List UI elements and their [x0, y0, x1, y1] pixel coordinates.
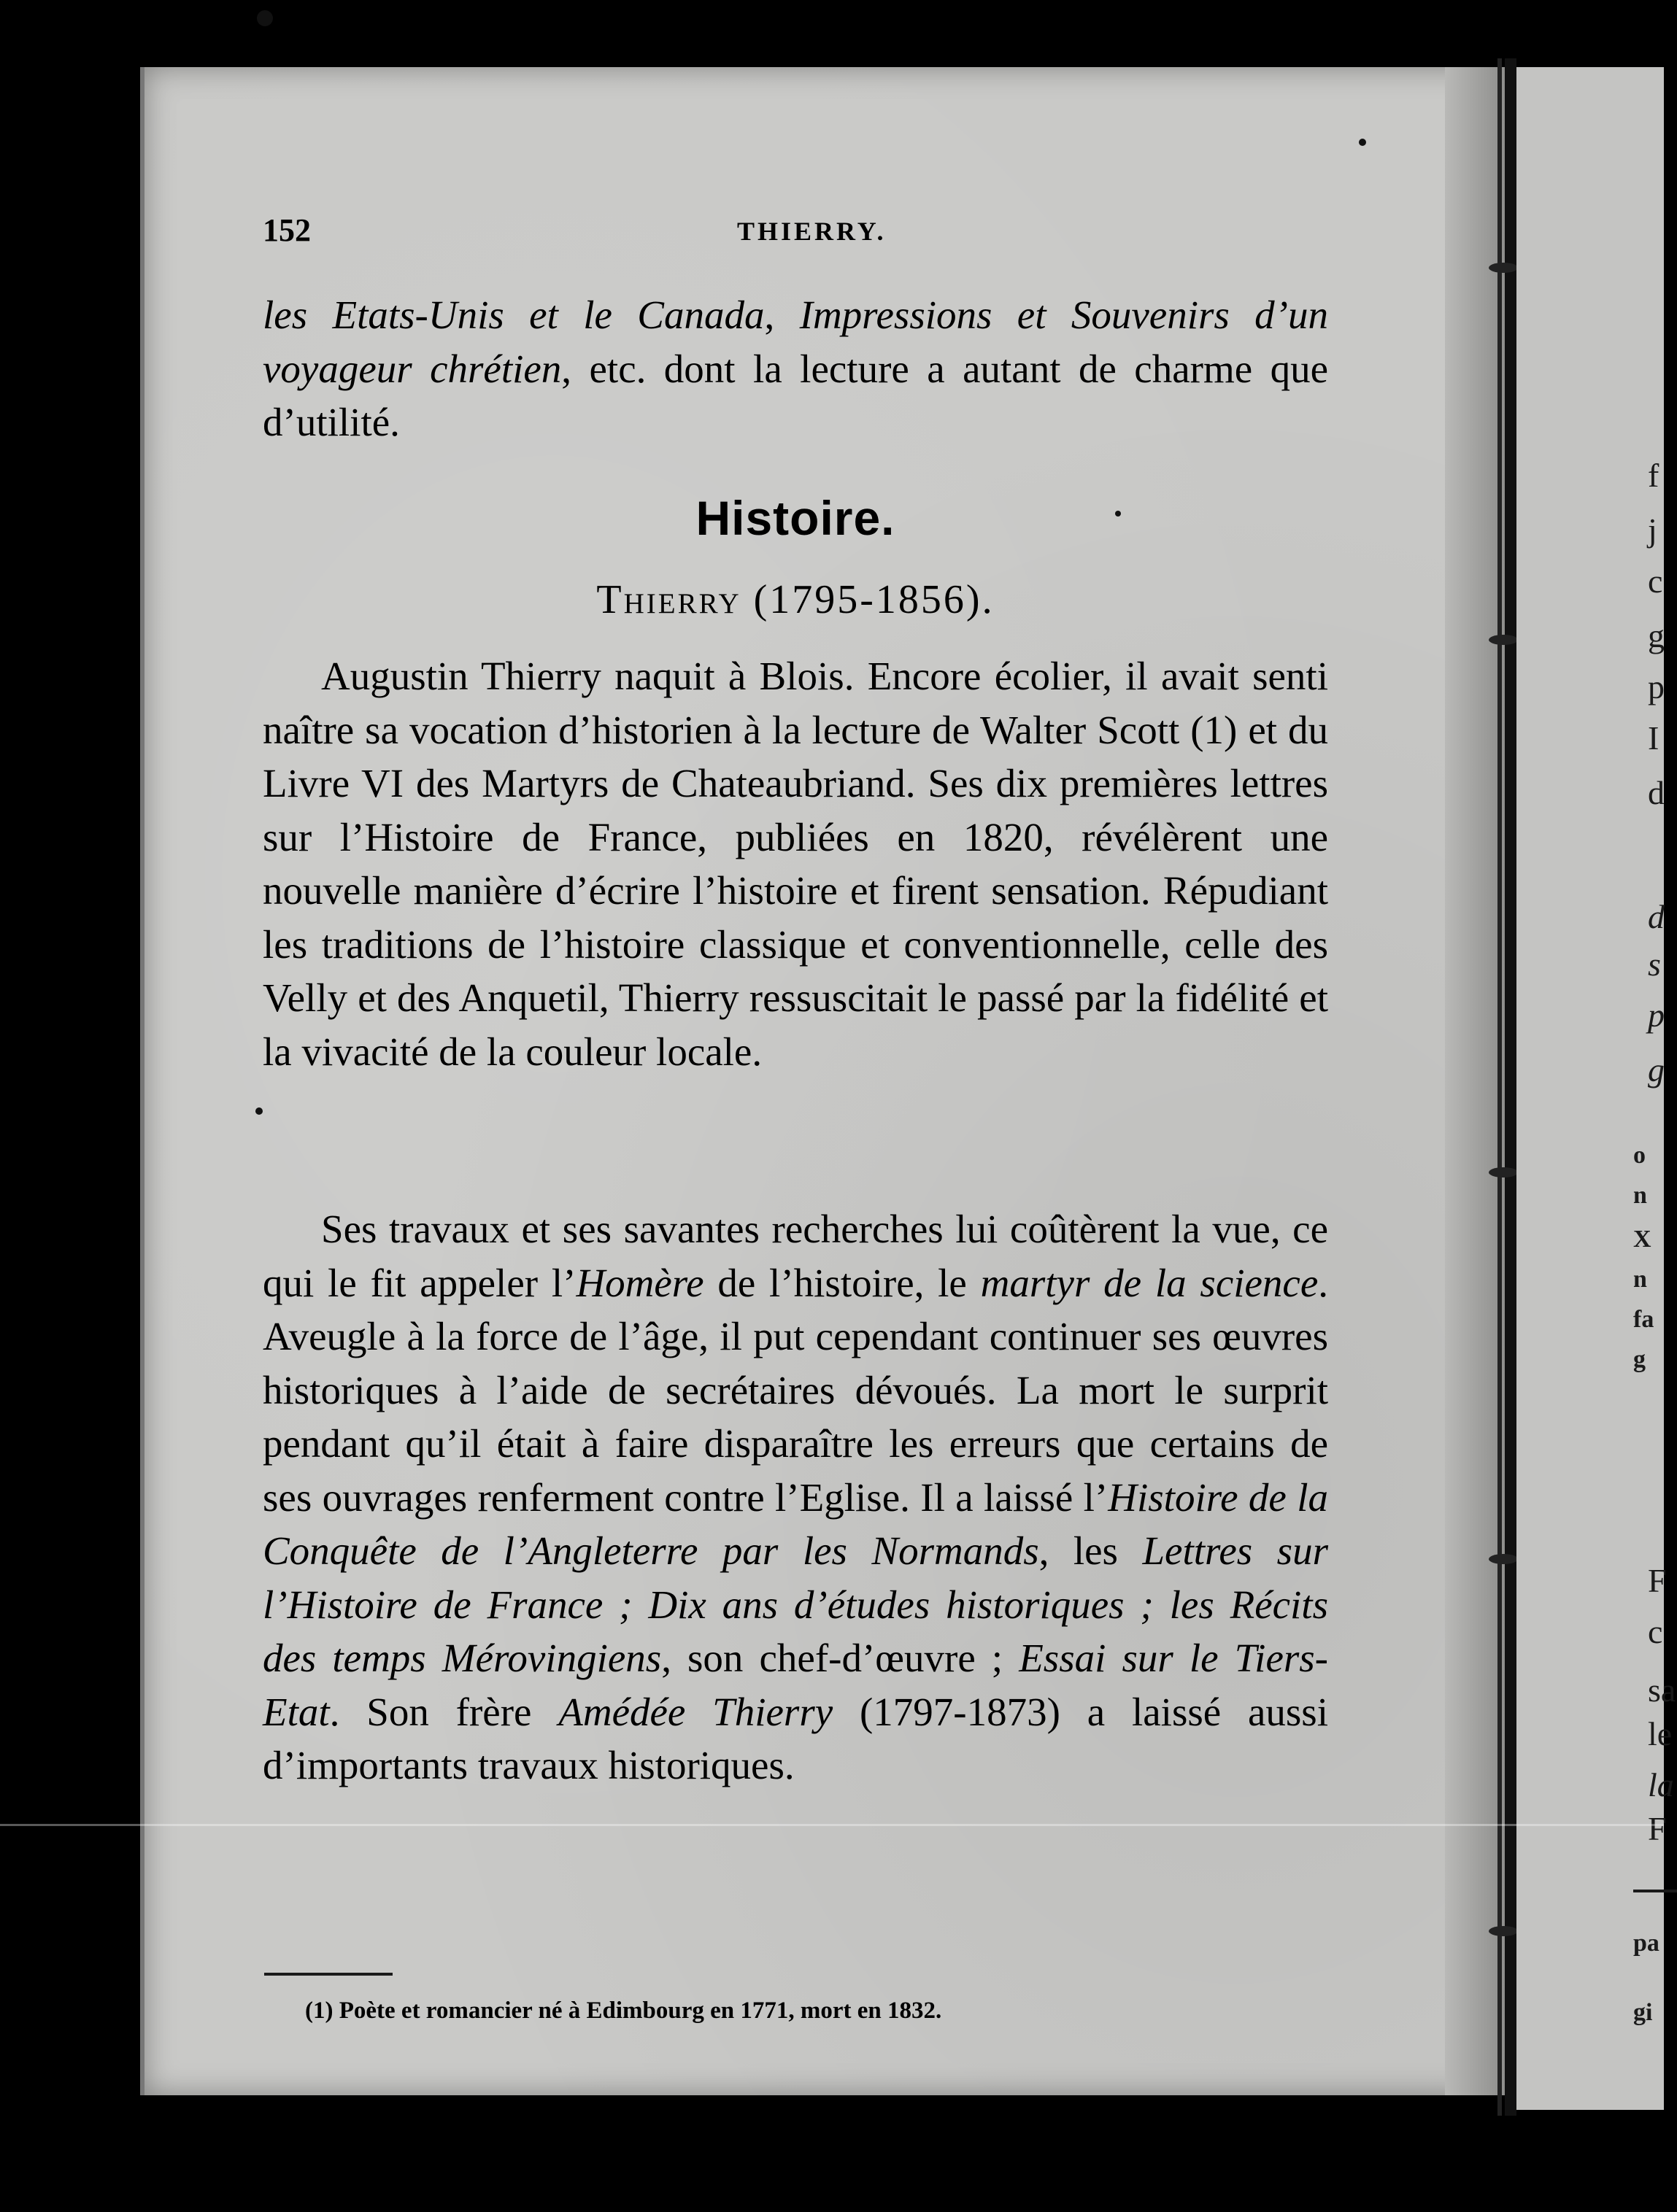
adjacent-page-letter: g [1633, 1346, 1646, 1373]
text-run: , les [1038, 1528, 1143, 1573]
italic-title: Essai sur le Tiers-Etat [263, 1636, 1328, 1734]
adjacent-page-letter: n [1633, 1266, 1647, 1293]
text-run: Ses travaux et ses savantes recherches lui coûtèrent la vue, ce qui le fit appeler l’ [263, 1207, 1328, 1305]
body-paragraph-2 [263, 1202, 1328, 1793]
adjacent-page-letter: j [1648, 511, 1657, 549]
adjacent-page-letter: X [1633, 1226, 1651, 1253]
adjacent-page-letter: F [1648, 1562, 1667, 1599]
italic-title: martyr de la science [980, 1260, 1319, 1305]
text-run: . Son frère [329, 1689, 559, 1734]
adjacent-page-letter: sa [1648, 1671, 1676, 1709]
text-run: . Aveugle à la force de l’âge, il put cependant continuer ses œuvres historiques à l’aide de secrétaires dévoués. La mort le surprit pendant qu’il était à faire disparaître les erreurs que certains de ses ouvrages renferment contre l’Eglise. Il a laissé l’ [263, 1260, 1328, 1520]
text-run: de l’histoire, le [703, 1260, 981, 1305]
scan-speck [1115, 511, 1121, 517]
scan-speck [1359, 139, 1366, 146]
adjacent-page-letter: gi [1633, 1999, 1653, 2026]
adjacent-page-letter: g [1648, 617, 1665, 654]
text-run: , etc. dont la lecture a autant de charme que d’utilité. [263, 346, 1329, 444]
adjacent-page-letter: p [1648, 668, 1665, 705]
page-edge-shadow [1445, 67, 1505, 2095]
intro-paragraph [263, 288, 1328, 449]
binding-stitch [1489, 1554, 1518, 1564]
binding-stitch [1489, 635, 1518, 645]
adjacent-page-letter: c [1648, 1613, 1663, 1650]
footnote-rule [264, 1973, 393, 1976]
italic-title: Amédée Thierry [558, 1689, 833, 1734]
body-paragraph-1 [263, 649, 1328, 1078]
adjacent-page-letter: o [1633, 1142, 1646, 1169]
section-subtitle: Thierry (1795-1856). [596, 577, 995, 622]
paragraph-1-text [263, 649, 1328, 1078]
binding-line [1497, 58, 1502, 2116]
binding-stitch [1489, 1167, 1518, 1177]
adjacent-page-letter: I [1648, 719, 1659, 757]
italic-title: Impressions et Souvenirs d’un voyageur chrétien [263, 293, 1328, 391]
running-header [263, 212, 1328, 255]
adjacent-page-letter: f [1648, 457, 1659, 494]
binding-stitch [1489, 263, 1518, 273]
adjacent-page-letter: s [1648, 945, 1661, 983]
scan-speck [255, 1107, 263, 1115]
intro-text [263, 288, 1328, 449]
text-run: Augustin Thierry naquit à Blois. Encore écolier, il avait senti naître sa vocation d’historien à la lecture de Walter Scott (1) et du Livre VI des Martyrs de Chateaubriand. Ses dix premières lettres sur l’Histoire de France, publiées en 1820, révélèrent une nouvelle manière d’écrire l’histoire et firent sensation. Répudiant les traditions de l’histoire classique et conventionnelle, celle des Velly et des Anquetil, Thierry ressuscitait le passé par la fidélité et la vivacité de la couleur locale. [263, 654, 1328, 1074]
adjacent-page-rule [1633, 1890, 1677, 1892]
page-number: 152 [263, 212, 311, 248]
italic-title: Homère [576, 1260, 704, 1305]
adjacent-page-letter: F [1648, 1810, 1667, 1847]
text-run: , son chef-d’œuvre ; [661, 1636, 1019, 1680]
adjacent-page-letter: la [1648, 1766, 1674, 1803]
paragraph-2-text [263, 1202, 1328, 1793]
adjacent-page-letter: pa [1633, 1930, 1659, 1957]
adjacent-page-fragment [1516, 67, 1676, 2110]
adjacent-page-letter: p [1648, 997, 1665, 1034]
italic-title: Histoire de la Conquête de l’Angleterre par les Normands [263, 1474, 1329, 1573]
italic-title: Lettres sur l’Histoire de France ; Dix ans d’études historiques ; les Récits des temps Mérovingiens [263, 1528, 1328, 1680]
binding-stitch [1489, 1926, 1518, 1936]
adjacent-page-letter: le [1648, 1715, 1673, 1752]
adjacent-page-letter: g [1648, 1051, 1665, 1088]
adjacent-page-letter: n [1633, 1182, 1647, 1209]
adjacent-page-letter: d [1648, 898, 1665, 935]
text-run: , [764, 293, 800, 337]
adjacent-page-letter: c [1648, 562, 1663, 600]
book-gutter [1505, 58, 1516, 2116]
adjacent-page-letter: d [1648, 774, 1665, 811]
running-head-title: THIERRY. [737, 217, 887, 246]
adjacent-page-letter: fa [1633, 1306, 1654, 1333]
text-run: (1797-1873) a laissé aussi d’importants travaux historiques. [263, 1689, 1328, 1787]
section-title: Histoire. [695, 491, 895, 545]
scan-streak [0, 1824, 1664, 1826]
scan-speck [257, 10, 273, 26]
italic-title: les Etats-Unis et le Canada [263, 293, 765, 337]
footnote: (1) Poète et romancier né à Edimbourg en 1771, mort en 1832. [305, 1998, 942, 2024]
